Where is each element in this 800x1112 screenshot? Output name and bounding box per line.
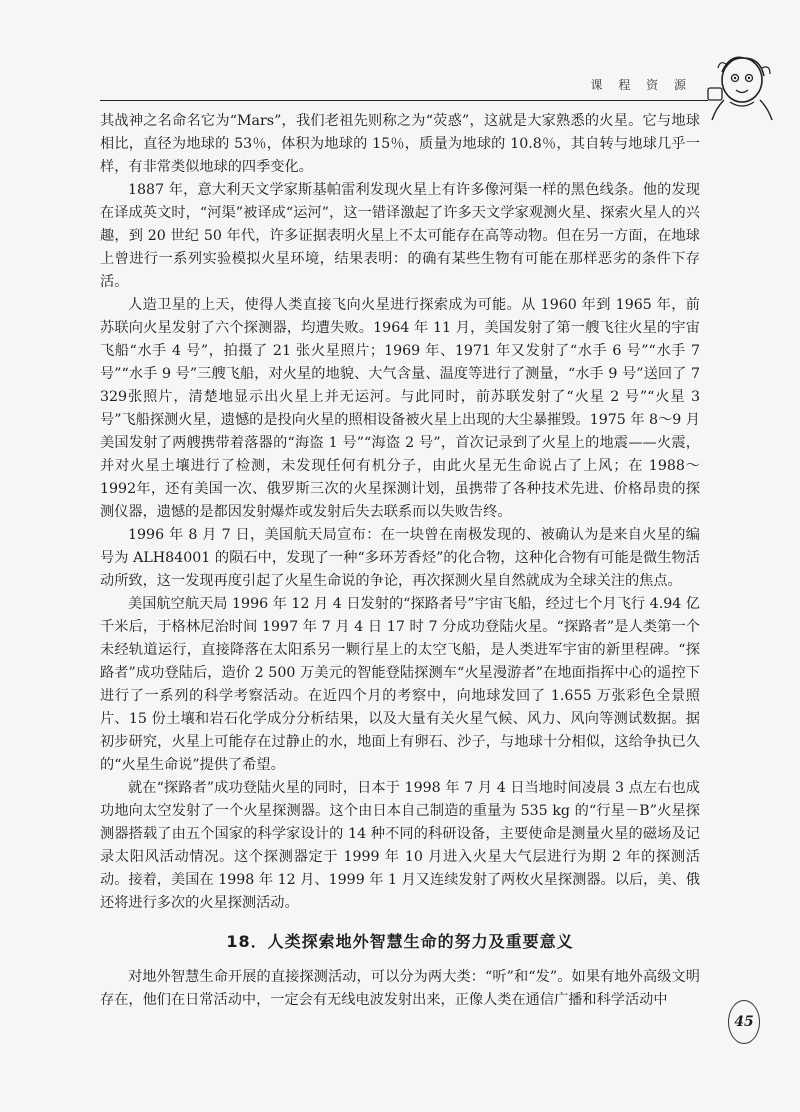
document-body xyxy=(100,110,700,1012)
header-rule xyxy=(100,100,708,101)
section-title: 18．人类探索地外智慧生命的努力及重要意义 xyxy=(226,932,574,951)
paragraph-5: 美国航空航天局 1996 年 12 月 4 日发射的“探路者号”宇宙飞船，经过七个月飞行 4.94 亿千米后，于格林尼治时间 1997 年 7 月 4 日 17 时 7 分成功登陆火星。“探路者”是人类第一个未经轨道运行，直接降落在太阳系另一颗行星上的太空飞船，是人类进军宇宙的新里程碑。“探路者”成功登陆后，造价 2 500 万美元的智能登陆探测车“火星漫游者”在地面指挥中心的遥控下进行了一系列的科学考察活动。在近四个月的考察中，向地球发回了 1.655 万张彩色全景照片、15 份土壤和岩石化学成分分析结果，以及大量有关火星气候、风力、风向等测试数据。据初步研究，火星上可能存在过静止的水，地面上有卵石、沙子，与地球十分相似，这给争执已久的“火星生命说”提供了希望。 xyxy=(100,596,700,773)
paragraph-4: 1996 年 8 月 7 日，美国航天局宣布：在一块曾在南极发现的、被确认为是来自火星的编号为 ALH84001 的陨石中，发现了一种“多环芳香烃”的化合物，这种化合物有可能是微生物活动所致，这一发现再度引起了火星生命说的争论，再次探测火星自然就成为全球关注的焦点。 xyxy=(100,527,700,589)
paragraph-2: 1887 年，意大利天文学家斯基帕雷利发现火星上有许多像河渠一样的黑色线条。他的发现在译成英文时，“河渠”被译成“运河”，这一错译激起了许多天文学家观测火星、探索火星人的兴趣，到 20 世纪 50 年代，许多证据表明火星上不太可能存在高等动物。但在另一方面，在地球上曾进行一系列实验模拟火星环境，结果表明：的确有某些生物有可能在那样恶劣的条件下存活。 xyxy=(100,182,700,290)
page-number: 45 xyxy=(728,1000,760,1044)
section-paragraph: 对地外智慧生命开展的直接探测活动，可以分为两大类：“听”和“发”。如果有地外高级文明存在，他们在日常活动中，一定会有无线电波发射出来，正像人类在通信广播和科学活动中 xyxy=(100,969,700,1008)
cartoon-character-icon xyxy=(700,50,782,122)
paragraph-6: 就在“探路者”成功登陆火星的同时，日本于 1998 年 7 月 4 日当地时间凌晨 3 点左右也成功地向太空发射了一个火星探测器。这个由日本自己制造的重量为 535 kg 的“行星－B”火星探测器搭载了由五个国家的科学家设计的 14 种不同的科研设备，主要使命是测量火星的磁场及记录太阳风活动情况。这个探测器定于 1999 年 10 月进入火星大气层进行为期 2 年的探测活动。接着，美国在 1998 年 12 月、1999 年 1 月又连续发射了两枚火星探测器。以后，美、俄还将进行多次的火星探测活动。 xyxy=(100,780,700,911)
paragraph-3: 人造卫星的上天，使得人类直接飞向火星进行探索成为可能。从 1960 年到 1965 年，前苏联向火星发射了六个探测器，均遭失败。1964 年 11 月，美国发射了第一艘飞往火星的宇宙飞船“水手 4 号”，拍摄了 21 张火星照片；1969 年、1971 年又发射了“水手 6 号”“水手 7 号”“水手 9 号”三艘飞船，对火星的地貌、大气含量、温度等进行了测量，“水手 9 号”送回了 7 329张照片，清楚地显示出火星上并无运河。与此同时，前苏联发射了“火星 2 号”“火星 3 号”飞船探测火星，遗憾的是投向火星的照相设备被火星上出现的大尘暴摧毁。1975 年 8～9 月美国发射了两艘携带着落器的“海盗 1 号”“海盗 2 号”，首次记录到了火星上的地震——火震，并对火星土壤进行了检测，未发现任何有机分子，由此火星无生命说占了上风；在 1988～1992年，还有美国一次、俄罗斯三次的火星探测计划，虽携带了各种技术先进、价格昂贵的探测仪器，遗憾的是都因发射爆炸或发射后失去联系而以失败告终。 xyxy=(100,297,700,520)
header-label: 课 程 资 源 xyxy=(590,78,692,92)
paragraph-1: 其战神之名命名它为“Mars”，我们老祖先则称之为“荧惑”，这就是大家熟悉的火星。它与地球相比，直径为地球的 53％，体积为地球的 15％，质量为地球的 10.8％，其自转与地球几乎一样，有非常类似地球的四季变化。 xyxy=(100,113,700,175)
